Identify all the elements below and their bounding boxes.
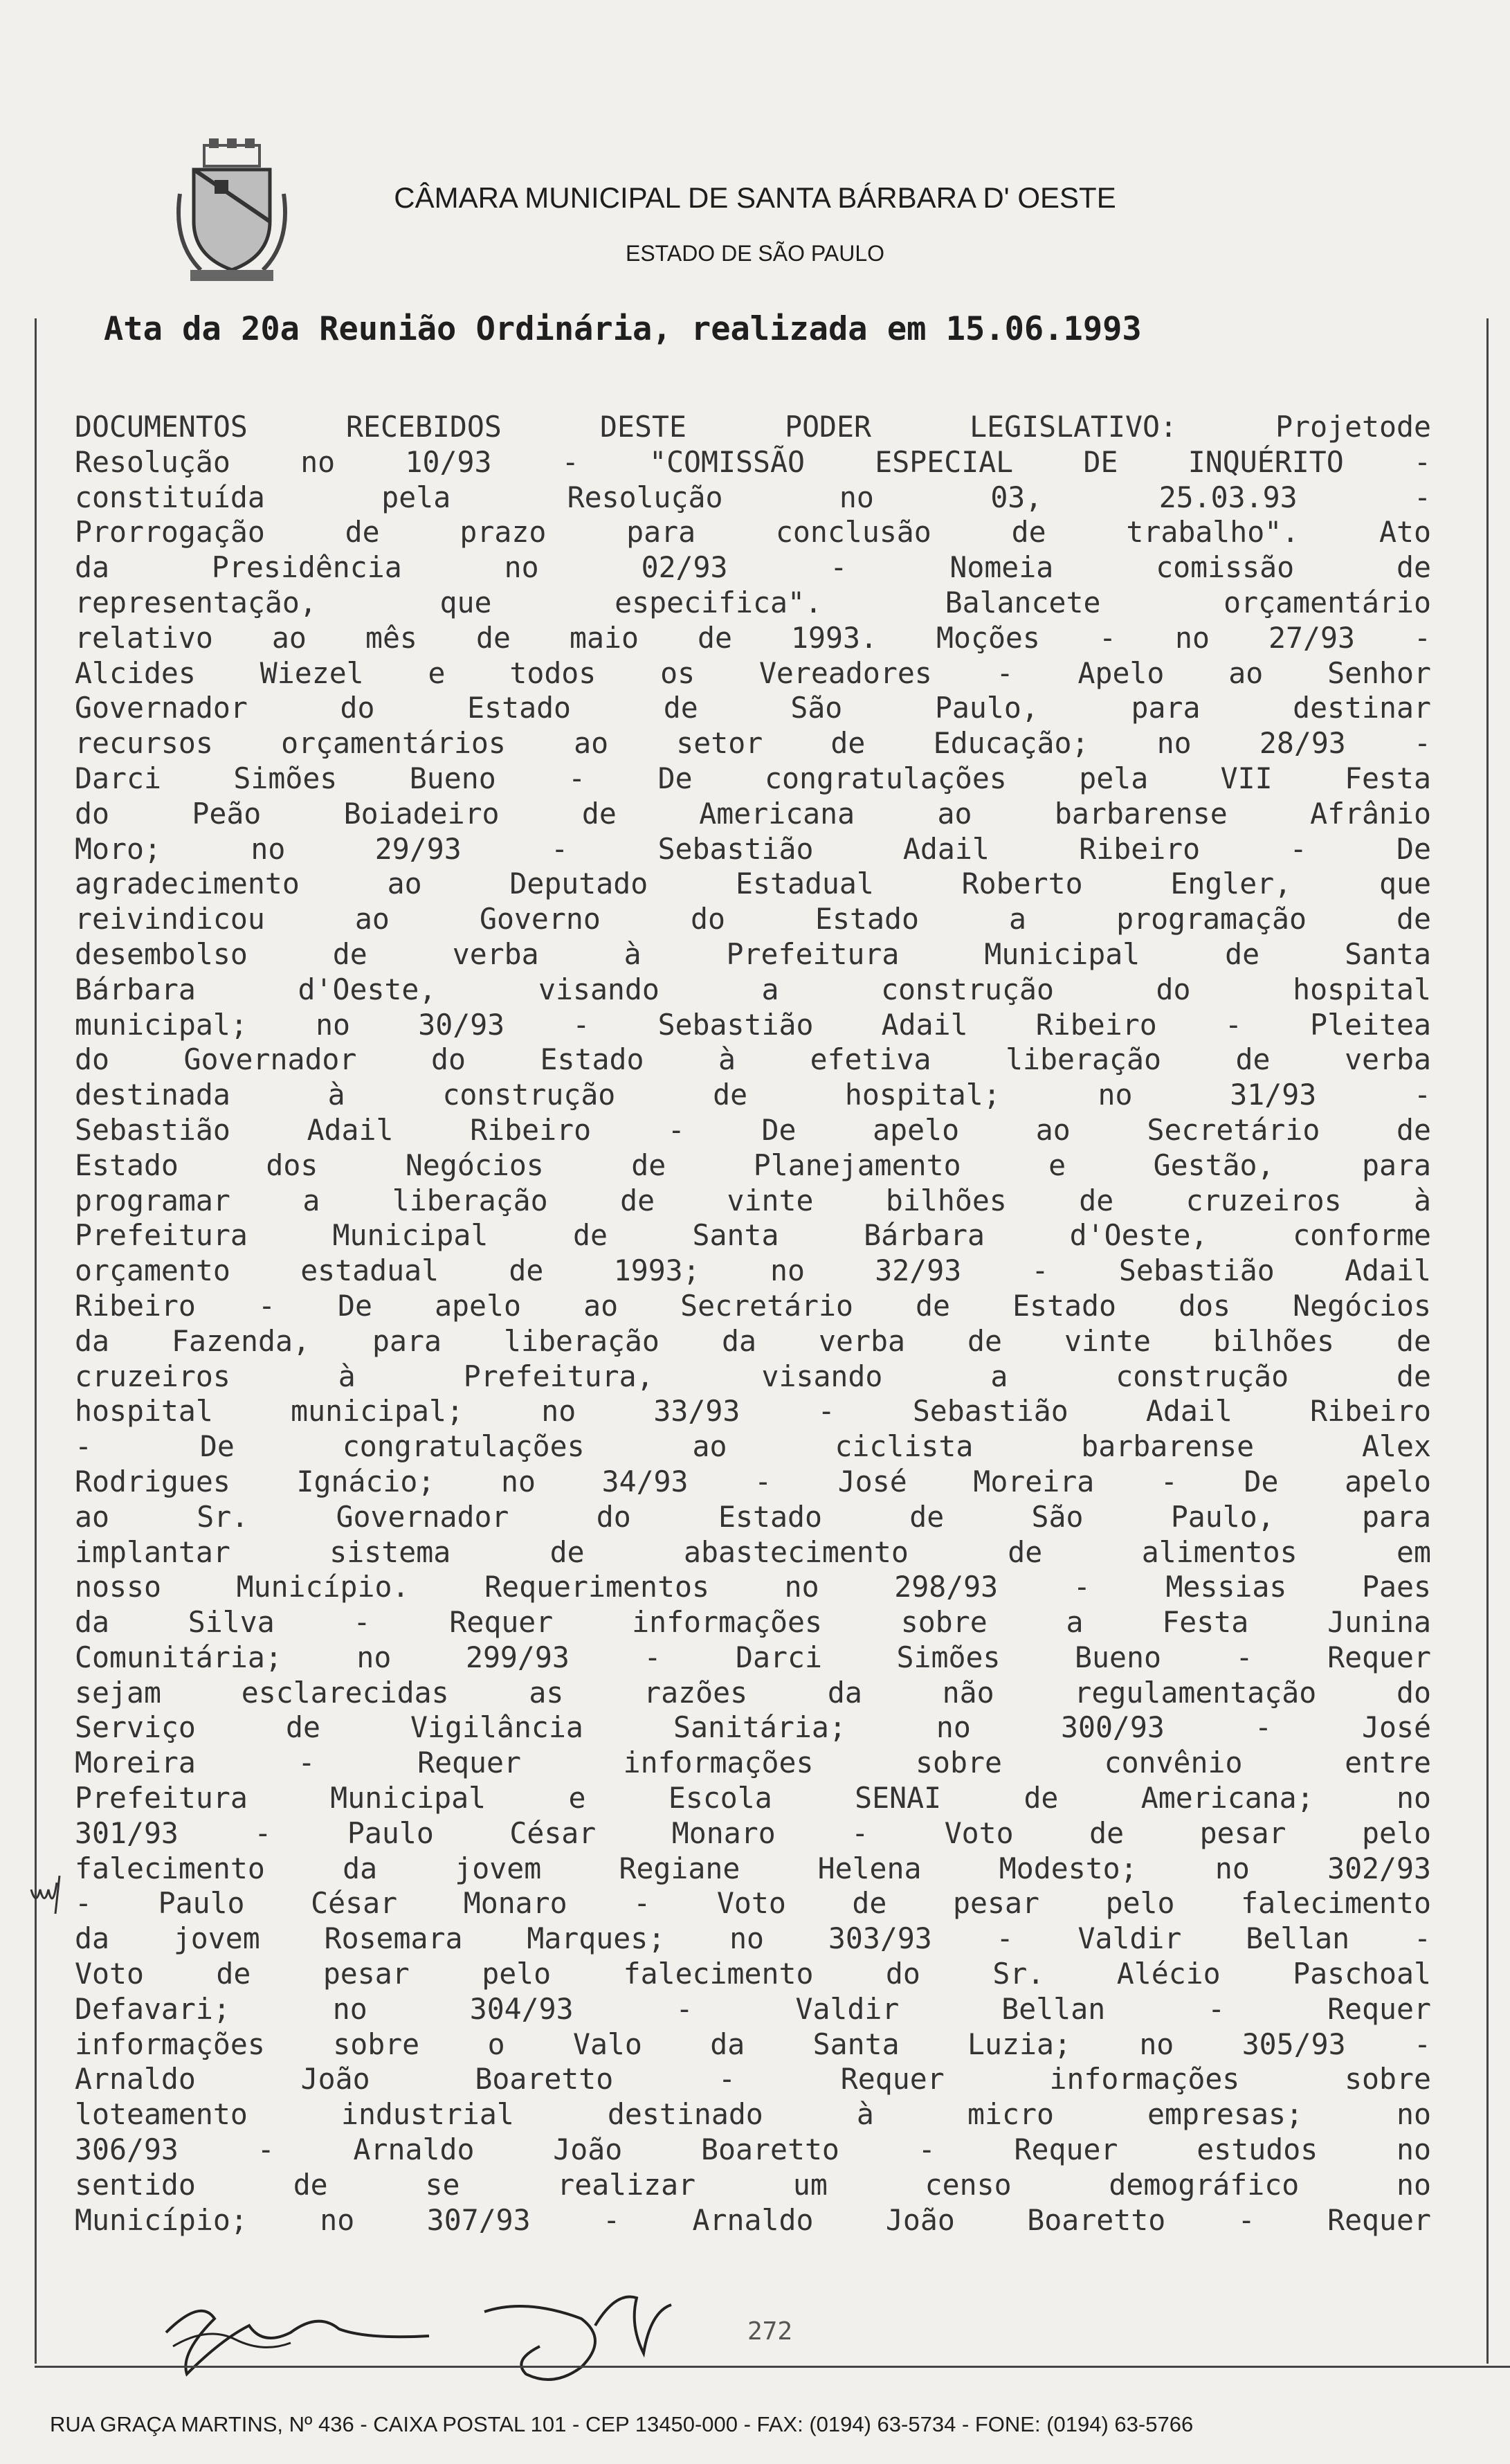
right-border-rule bbox=[1486, 318, 1489, 2364]
minutes-title: Ata da 20a Reunião Ordinária, realizada em 15.06.1993 bbox=[104, 310, 1142, 348]
body-line: Rodrigues Ignácio; no 34/93 - José Moreira - De apelo bbox=[75, 1464, 1431, 1498]
margin-scribble-icon bbox=[28, 1869, 69, 1917]
footer-divider bbox=[35, 2366, 1510, 2368]
body-line: Governador do Estado de São Paulo, para destinar bbox=[75, 691, 1431, 725]
body-line: Defavari; no 304/93 - Valdir Bellan - Requer bbox=[75, 1991, 1431, 2026]
body-line: Sebastião Adail Ribeiro - De apelo ao Secretário de bbox=[75, 1112, 1431, 1147]
body-line: DOCUMENTOS RECEBIDOS DESTE PODER LEGISLATIVO: Projetode bbox=[75, 410, 1431, 444]
body-line: Resolução no 10/93 - "COMISSÃO ESPECIAL DE INQUÉRITO - bbox=[75, 444, 1431, 479]
body-line: Prefeitura Municipal de Santa Bárbara d'Oeste, conforme bbox=[75, 1218, 1431, 1253]
body-line: orçamento estadual de 1993; no 32/93 - Sebastião Adail bbox=[75, 1253, 1431, 1288]
body-line: nosso Município. Requerimentos no 298/93 - Messias Paes bbox=[75, 1570, 1431, 1604]
body-line: relativo ao mês de maio de 1993. Moções - no 27/93 - bbox=[75, 620, 1431, 655]
body-line: Bárbara d'Oeste, visando a construção do hospital bbox=[75, 972, 1431, 1006]
body-line: representação, que especifica". Balancete orçamentário bbox=[75, 585, 1431, 619]
minutes-body bbox=[75, 410, 1431, 2238]
organization-state: ESTADO DE SÃO PAULO bbox=[625, 241, 884, 266]
page-number: 272 bbox=[747, 2317, 793, 2346]
body-line: sentido de se realizar um censo demográfico no bbox=[75, 2167, 1431, 2202]
body-line: Estado dos Negócios de Planejamento e Gestão, para bbox=[75, 1148, 1431, 1182]
body-line: Darci Simões Bueno - De congratulações pela VII Festa bbox=[75, 761, 1431, 795]
organization-name: CÂMARA MUNICIPAL DE SANTA BÁRBARA D' OESTE bbox=[394, 181, 1116, 214]
body-line: Moro; no 29/93 - Sebastião Adail Ribeiro - De bbox=[75, 831, 1431, 866]
body-line: municipal; no 30/93 - Sebastião Adail Ribeiro - Pleitea bbox=[75, 1007, 1431, 1042]
body-line: Comunitária; no 299/93 - Darci Simões Bueno - Requer bbox=[75, 1640, 1431, 1674]
body-line: Arnaldo João Boaretto - Requer informações sobre bbox=[75, 2062, 1431, 2096]
body-line: desembolso de verba à Prefeitura Municipal de Santa bbox=[75, 936, 1431, 971]
body-line: falecimento da jovem Regiane Helena Modesto; no 302/93 bbox=[75, 1851, 1431, 1885]
body-line: Prorrogação de prazo para conclusão de trabalho". Ato bbox=[75, 515, 1431, 550]
left-border-rule bbox=[35, 318, 37, 2364]
body-line: Serviço de Vigilância Sanitária; no 300/93 - José bbox=[75, 1710, 1431, 1745]
body-line: sejam esclarecidas as razões da não regulamentação do bbox=[75, 1675, 1431, 1710]
body-line: recursos orçamentários ao setor de Educação; no 28/93 - bbox=[75, 726, 1431, 761]
body-line: - Paulo César Monaro - Voto de pesar pelo falecimento bbox=[75, 1886, 1431, 1921]
body-line: Moreira - Requer informações sobre convênio entre bbox=[75, 1746, 1431, 1780]
body-line: reivindicou ao Governo do Estado a programação de bbox=[75, 902, 1431, 936]
body-line: - De congratulações ao ciclista barbarense Alex bbox=[75, 1429, 1431, 1464]
body-line: constituída pela Resolução no 03, 25.03.93 - bbox=[75, 480, 1431, 514]
body-line: do Governador do Estado à efetiva liberação de verba bbox=[75, 1042, 1431, 1077]
body-line: da Presidência no 02/93 - Nomeia comissão de bbox=[75, 550, 1431, 585]
body-line: Voto de pesar pelo falecimento do Sr. Alécio Paschoal bbox=[75, 1957, 1431, 1991]
body-line: informações sobre o Valo da Santa Luzia; no 305/93 - bbox=[75, 2027, 1431, 2061]
body-line: da Fazenda, para liberação da verba de vinte bilhões de bbox=[75, 1323, 1431, 1358]
body-line: programar a liberação de vinte bilhões de cruzeiros à bbox=[75, 1183, 1431, 1217]
body-line: destinada à construção de hospital; no 31/93 - bbox=[75, 1078, 1431, 1112]
body-line: implantar sistema de abastecimento de alimentos em bbox=[75, 1534, 1431, 1569]
body-line: do Peão Boiadeiro de Americana ao barbarense Afrânio bbox=[75, 796, 1431, 831]
body-line: cruzeiros à Prefeitura, visando a construção de bbox=[75, 1359, 1431, 1393]
body-line: da jovem Rosemara Marques; no 303/93 - Valdir Bellan - bbox=[75, 1921, 1431, 1956]
body-line: 301/93 - Paulo César Monaro - Voto de pesar pelo bbox=[75, 1815, 1431, 1850]
body-line: da Silva - Requer informações sobre a Festa Junina bbox=[75, 1605, 1431, 1640]
body-line: 306/93 - Arnaldo João Boaretto - Requer estudos no bbox=[75, 2132, 1431, 2167]
body-line: Município; no 307/93 - Arnaldo João Boaretto - Requer bbox=[75, 2202, 1431, 2237]
body-line: loteamento industrial destinado à micro empresas; no bbox=[75, 2097, 1431, 2132]
body-line: hospital municipal; no 33/93 - Sebastião Adail Ribeiro bbox=[75, 1394, 1431, 1429]
signatures-icon bbox=[42, 2270, 734, 2409]
body-line: agradecimento ao Deputado Estadual Roberto Engler, que bbox=[75, 867, 1431, 901]
body-line: ao Sr. Governador do Estado de São Paulo, para bbox=[75, 1499, 1431, 1534]
body-line: Ribeiro - De apelo ao Secretário de Estado dos Negócios bbox=[75, 1288, 1431, 1323]
body-line: Prefeitura Municipal e Escola SENAI de Americana; no bbox=[75, 1781, 1431, 1815]
body-line: Alcides Wiezel e todos os Vereadores - Apelo ao Senhor bbox=[75, 655, 1431, 690]
footer-address: RUA GRAÇA MARTINS, Nº 436 - CAIXA POSTAL 101 - CEP 13450-000 - FAX: (0194) 63-5734 - FONE: (0194) 63-5766 bbox=[50, 2412, 1194, 2436]
